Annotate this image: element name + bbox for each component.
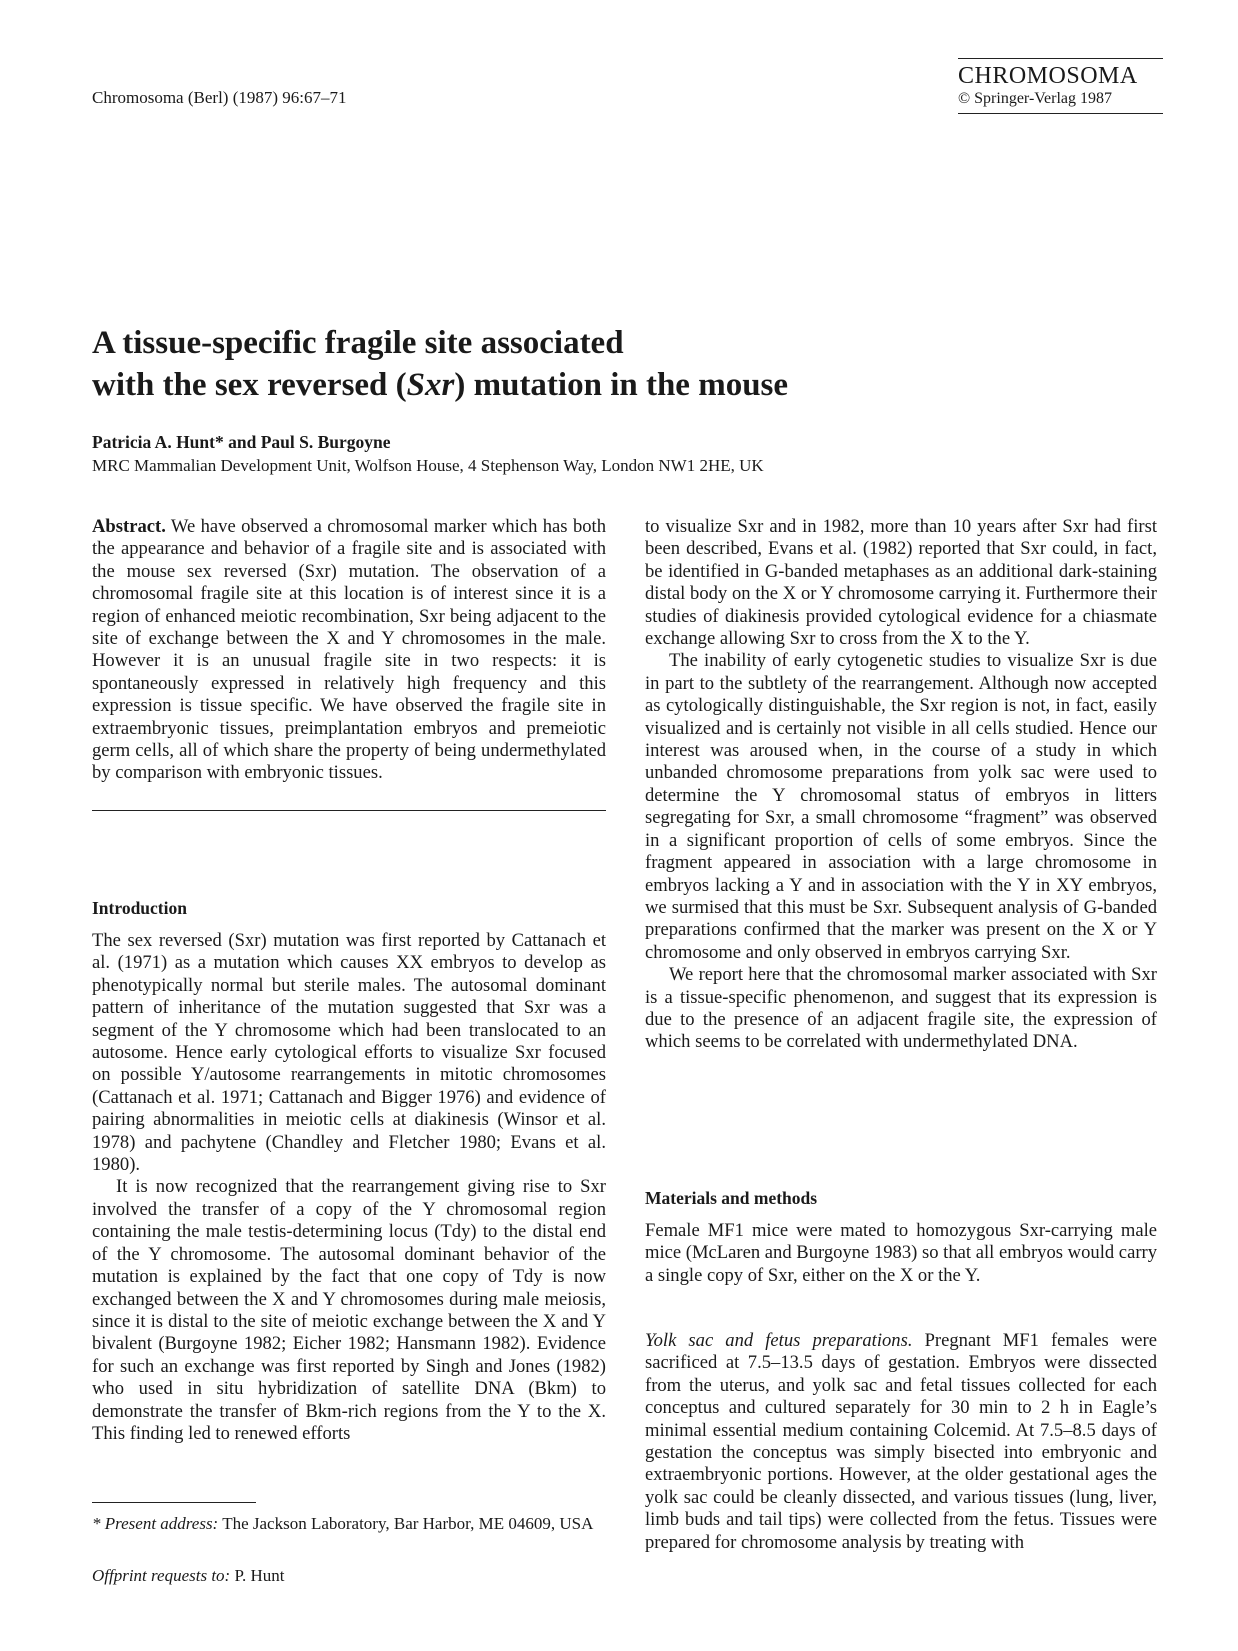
article-title (92, 322, 1152, 406)
abstract-divider (92, 810, 606, 811)
title-line-2-post: ) mutation in the mouse (454, 367, 789, 403)
present-address-text: The Jackson Laboratory, Bar Harbor, ME 04609, USA (222, 1514, 594, 1533)
affiliation: MRC Mammalian Development Unit, Wolfson House, 4 Stephenson Way, London NW1 2HE, UK (92, 456, 764, 475)
abstract (92, 516, 606, 785)
copyright-notice: © Springer-Verlag 1987 (958, 90, 1113, 107)
title-line-2 (92, 364, 1152, 406)
journal-citation: Chromosoma (Berl) (1987) 96:67–71 (92, 88, 347, 107)
offprint-label: Offprint requests to: (92, 1566, 231, 1585)
offprint-text: P. Hunt (234, 1566, 285, 1585)
methods-heading: Materials and methods (645, 1188, 818, 1208)
methods-paragraph-1: Female MF1 mice were mated to homozygous Sxr-carrying male mice (McLaren and Burgoyne 1983) so that all embryos would carry a single copy of Sxr, either on the X or the Y. (645, 1220, 1157, 1286)
title-line-1: A tissue-specific fragile site associated (92, 325, 624, 361)
right-paragraph-3: We report here that the chromosomal marker associated with Sxr is a tissue-specific phenomenon, and suggest that its expression is due to the presence of an adjacent fragile site, the expression of which seems to be correlated with undermethylated DNA. (645, 964, 1157, 1053)
methods-body (645, 1220, 1157, 1287)
right-paragraph-2: The inability of early cytogenetic studies to visualize Sxr is due in part to the subtlety of the rearrangement. Although now accepted as cytologically distinguishable, the Sxr region is not, in fact, easily visualized and is certainly not visible in all cells studied. Hence our interest was aroused when, in the course of a study in which unbanded chromosome preparations from yolk sac were used to determine the Y chromosomal status of embryos in litters segregating for Sxr, a small chromosome “fragment” was observed in a significant proportion of cells of some embryos. Since the fragment appeared in association with a large chromosome in embryos lacking a Y and in association with the Y in XY embryos, we surmised that this must be Sxr. Subsequent analysis of G-banded preparations confirmed that the marker was present on the X or Y chromosome and only observed in embryos carrying Sxr. (645, 650, 1157, 963)
present-address-label: * Present address: (92, 1514, 219, 1533)
yolk-sac-label: Yolk sac and fetus preparations. (645, 1330, 913, 1351)
brand-rule-top (958, 58, 1163, 59)
footnote-offprint (92, 1566, 606, 1586)
introduction-body (92, 930, 606, 1445)
yolk-sac-section (645, 1330, 1157, 1554)
journal-brand: CHROMOSOMA (958, 63, 1138, 89)
abstract-label: Abstract. (92, 516, 166, 537)
footnote-divider (92, 1502, 256, 1503)
abstract-text: We have observed a chromosomal marker which has both the appearance and behavior of a fragile site and is associated with the mouse sex reversed (Sxr) mutation. The observation of a chromosomal fragile site at this location is of interest since it is a region of enhanced meiotic recombination, Sxr being adjacent to the site of exchange between the X and Y chromosomes in the male. However it is an unusual fragile site in two respects: it is spontaneously expressed in relatively high frequency and this expression is tissue specific. We have observed the fragile site in extraembryonic tissues, preimplantation embryos and premeiotic germ cells, all of which share the property of being undermethylated by comparison with embryonic tissues. (92, 516, 606, 784)
introduction-paragraph-2: It is now recognized that the rearrangement giving rise to Sxr involved the transfer of a copy of the Y chromosomal region containing the male testis-determining locus (Tdy) to the distal end of the Y chromosome. The autosomal dominant behavior of the mutation is explained by the fact that one copy of Tdy is now exchanged between the X and Y chromosomes during male meiosis, since it is distal to the site of meiotic exchange between the X and Y bivalent (Burgoyne 1982; Eicher 1982; Hansmann 1982). Evidence for such an exchange was first reported by Singh and Jones (1982) who used in situ hybridization of satellite DNA (Bkm) to demonstrate the transfer of Bkm-rich regions from the Y to the X. This finding led to renewed efforts (92, 1176, 606, 1444)
brand-rule-bottom (958, 113, 1163, 114)
right-column-body (645, 516, 1157, 1054)
title-line-2-pre: with the sex reversed ( (92, 367, 407, 403)
title-line-2-italic: Sxr (406, 367, 455, 403)
footnote-present-address (92, 1514, 606, 1534)
yolk-sac-text: Pregnant MF1 females were sacrificed at 7.5–13.5 days of gestation. Embryos were dissected from the uterus, and yolk sac and fetal tissues collected for each conceptus and cultured separately for 30 min to 2 h in Eagle’s minimal essential medium containing Colcemid. At 7.5–8.5 days of gestation the conceptus was simply bisected into embryonic and extraembryonic portions. However, at the older gestational ages the yolk sac could be cleanly dissected, and various tissues (lung, liver, limb buds and tail tips) were collected from the fetus. Tissues were prepared for chromosome analysis by treating with (645, 1330, 1157, 1553)
introduction-heading: Introduction (92, 898, 187, 918)
journal-brand-box (958, 58, 1163, 114)
introduction-paragraph-1: The sex reversed (Sxr) mutation was first reported by Cattanach et al. (1971) as a mutation which causes XX embryos to develop as phenotypically normal but sterile males. The autosomal dominant pattern of inheritance of the mutation suggested that Sxr was a segment of the Y chromosome which had been translocated to an autosome. Hence early cytological efforts to visualize Sxr focused on possible Y/autosome rearrangements in mitotic chromosomes (Cattanach et al. 1971; Cattanach and Bigger 1976) and evidence of pairing abnormalities in meiotic cells at diakinesis (Winsor et al. 1978) and pachytene (Chandley and Fletcher 1980; Evans et al. 1980). (92, 930, 606, 1176)
authors: Patricia A. Hunt* and Paul S. Burgoyne (92, 432, 391, 452)
right-paragraph-1: to visualize Sxr and in 1982, more than 10 years after Sxr had first been described, Evans et al. (1982) reported that Sxr could, in fact, be identified in G-banded metaphases as an additional dark-staining distal body on the X or Y chromosome carrying it. Furthermore their studies of diakinesis provided cytological evidence for a chiasmate exchange allowing Sxr to cross from the X to the Y. (645, 516, 1157, 650)
